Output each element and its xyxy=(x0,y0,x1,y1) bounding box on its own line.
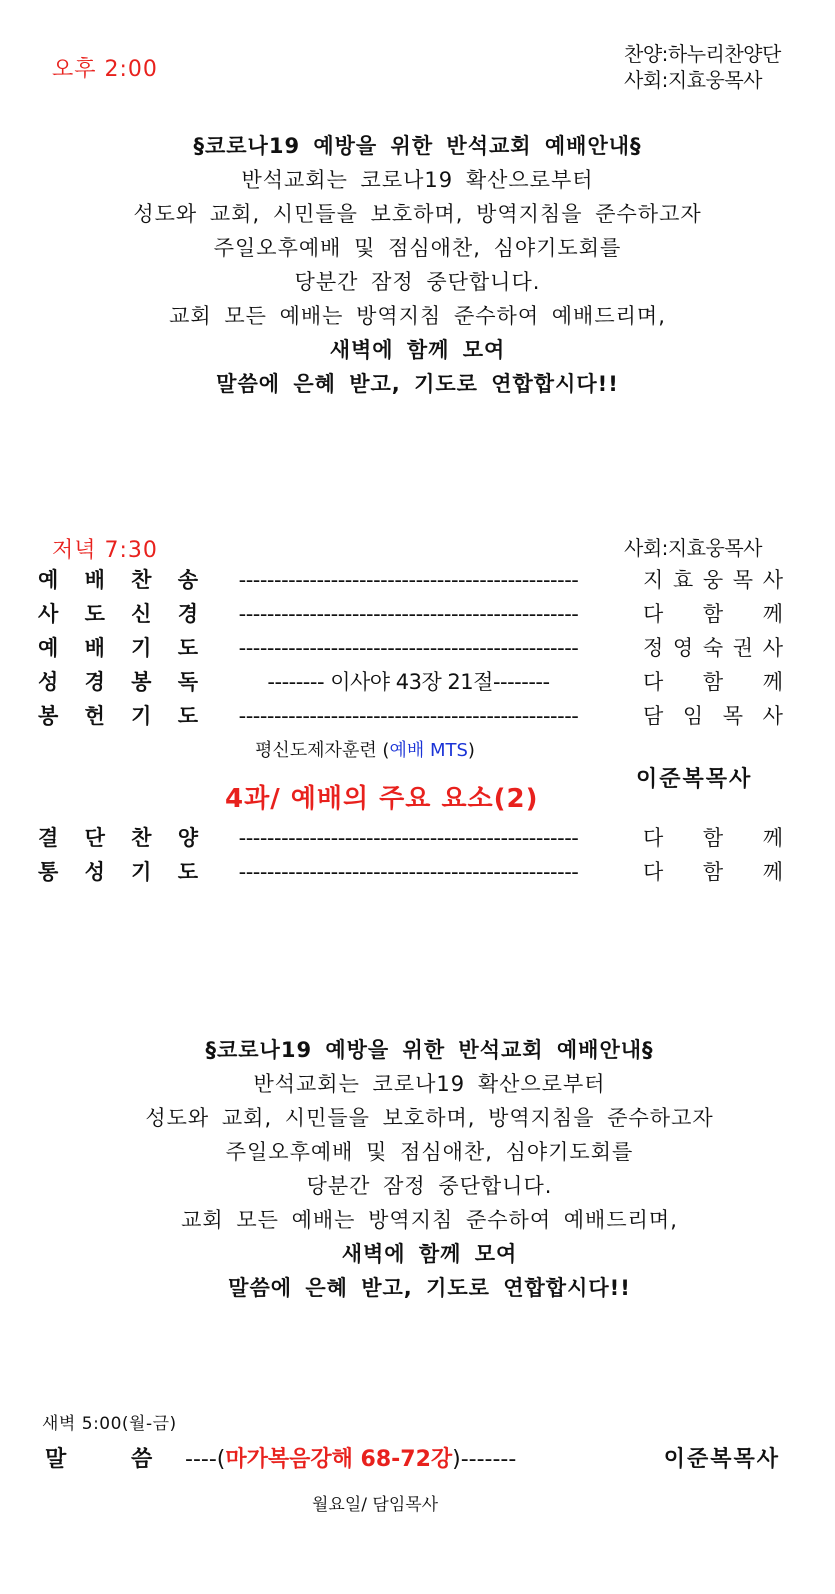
covid-notice-top xyxy=(0,129,835,401)
order-person: 다 함 께 xyxy=(643,602,783,626)
notice-line: 당분간 잠정 중단합니다. xyxy=(306,1174,553,1198)
leader-dashes: ------------------------------------------------ xyxy=(238,636,579,660)
training-title: 평신도제자훈련 (예배 MTS) xyxy=(255,740,475,761)
notice-line: 반석교회는 코로나19 확산으로부터 xyxy=(253,1072,606,1096)
order-label: 봉 헌 기 도 xyxy=(38,704,198,728)
order-row-hymn xyxy=(38,565,783,595)
notice-line: 반석교회는 코로나19 확산으로부터 xyxy=(241,168,594,192)
order-person: 담 임 목 사 xyxy=(643,704,783,728)
dawn-label-b: 씀 xyxy=(131,1447,153,1472)
order-label: 성 경 봉 독 xyxy=(38,670,198,694)
notice-bold-line: 말씀에 은혜 받고, 기도로 연합합시다!! xyxy=(228,1276,631,1300)
notice-line: 성도와 교회, 시민들을 보호하며, 방역지침을 준수하고자 xyxy=(133,202,702,226)
order-row-reading xyxy=(38,667,783,697)
leader-dashes: ------------------------------------------------ xyxy=(238,568,579,592)
notice-bold-line: 말씀에 은혜 받고, 기도로 연합합시다!! xyxy=(216,372,619,396)
order-person: 지 효 웅 목 사 xyxy=(643,568,783,592)
order-row-prayer xyxy=(38,633,783,663)
dawn-sermon: ----(마가복음강해 68-72강)------- xyxy=(185,1447,517,1472)
order-row-unison-prayer xyxy=(38,857,783,887)
notice-line: 주일오후예배 및 점심애찬, 심야기도회를 xyxy=(213,236,622,260)
notice-line: 주일오후예배 및 점심애찬, 심야기도회를 xyxy=(225,1140,634,1164)
training-highlight: 예배 MTS xyxy=(389,740,468,761)
notice-line: 당분간 잠정 중단합니다. xyxy=(294,270,541,294)
praise-credit: 찬양:하누리찬양단 xyxy=(624,42,781,66)
order-row-creed xyxy=(38,599,783,629)
leader-dashes: ------------------------------------------------ xyxy=(238,602,579,626)
dawn-time: 새벽 5:00(월-금) xyxy=(42,1414,177,1434)
leader-dashes: ------------------------------------------------ xyxy=(238,704,579,728)
dawn-sermon-row xyxy=(45,1443,780,1477)
order-label: 예 배 기 도 xyxy=(38,636,198,660)
order-label: 예 배 찬 송 xyxy=(38,568,198,592)
scripture-reference: -------- 이사야 43장 21절-------- xyxy=(267,670,550,694)
order-person: 다 함 께 xyxy=(643,826,783,850)
lesson-person: 이준복목사 xyxy=(636,767,753,792)
order-person: 다 함 께 xyxy=(643,860,783,884)
order-row-commitment xyxy=(38,823,783,853)
dawn-sermon-title: 마가복음강해 68-72강 xyxy=(225,1447,453,1472)
afternoon-time: 오후 2:00 xyxy=(52,57,158,82)
notice-line: 교회 모든 예배는 방역지침 준수하여 예배드리며, xyxy=(169,304,666,328)
evening-time: 저녁 7:30 xyxy=(52,538,158,563)
evening-host: 사회:지효웅목사 xyxy=(624,536,762,560)
notice-line: 교회 모든 예배는 방역지침 준수하여 예배드리며, xyxy=(181,1208,678,1232)
dawn-note: 월요일/ 담임목사 xyxy=(312,1495,439,1515)
leader-dashes: ------------------------------------------------ xyxy=(238,860,579,884)
dawn-label-a: 말 xyxy=(45,1447,67,1472)
leader-dashes: ------------------------------------------------ xyxy=(238,826,579,850)
lesson-title: 4과/ 예배의 주요 요소(2) xyxy=(225,784,539,814)
order-row-offering xyxy=(38,701,783,731)
covid-notice-bottom xyxy=(12,1033,835,1305)
order-label: 사 도 신 경 xyxy=(38,602,198,626)
order-person: 정 영 숙 권 사 xyxy=(643,636,783,660)
afternoon-host: 사회:지효웅목사 xyxy=(624,68,762,92)
notice-title: §코로나19 예방을 위한 반석교회 예배안내§ xyxy=(205,1038,654,1062)
order-label: 통 성 기 도 xyxy=(38,860,198,884)
notice-bold-line: 새벽에 함께 모여 xyxy=(341,1242,518,1266)
dawn-person: 이준복목사 xyxy=(663,1447,780,1472)
notice-line: 성도와 교회, 시민들을 보호하며, 방역지침을 준수하고자 xyxy=(145,1106,714,1130)
order-label: 결 단 찬 양 xyxy=(38,826,198,850)
order-person: 다 함 께 xyxy=(643,670,783,694)
notice-bold-line: 새벽에 함께 모여 xyxy=(329,338,506,362)
notice-title: §코로나19 예방을 위한 반석교회 예배안내§ xyxy=(193,134,642,158)
